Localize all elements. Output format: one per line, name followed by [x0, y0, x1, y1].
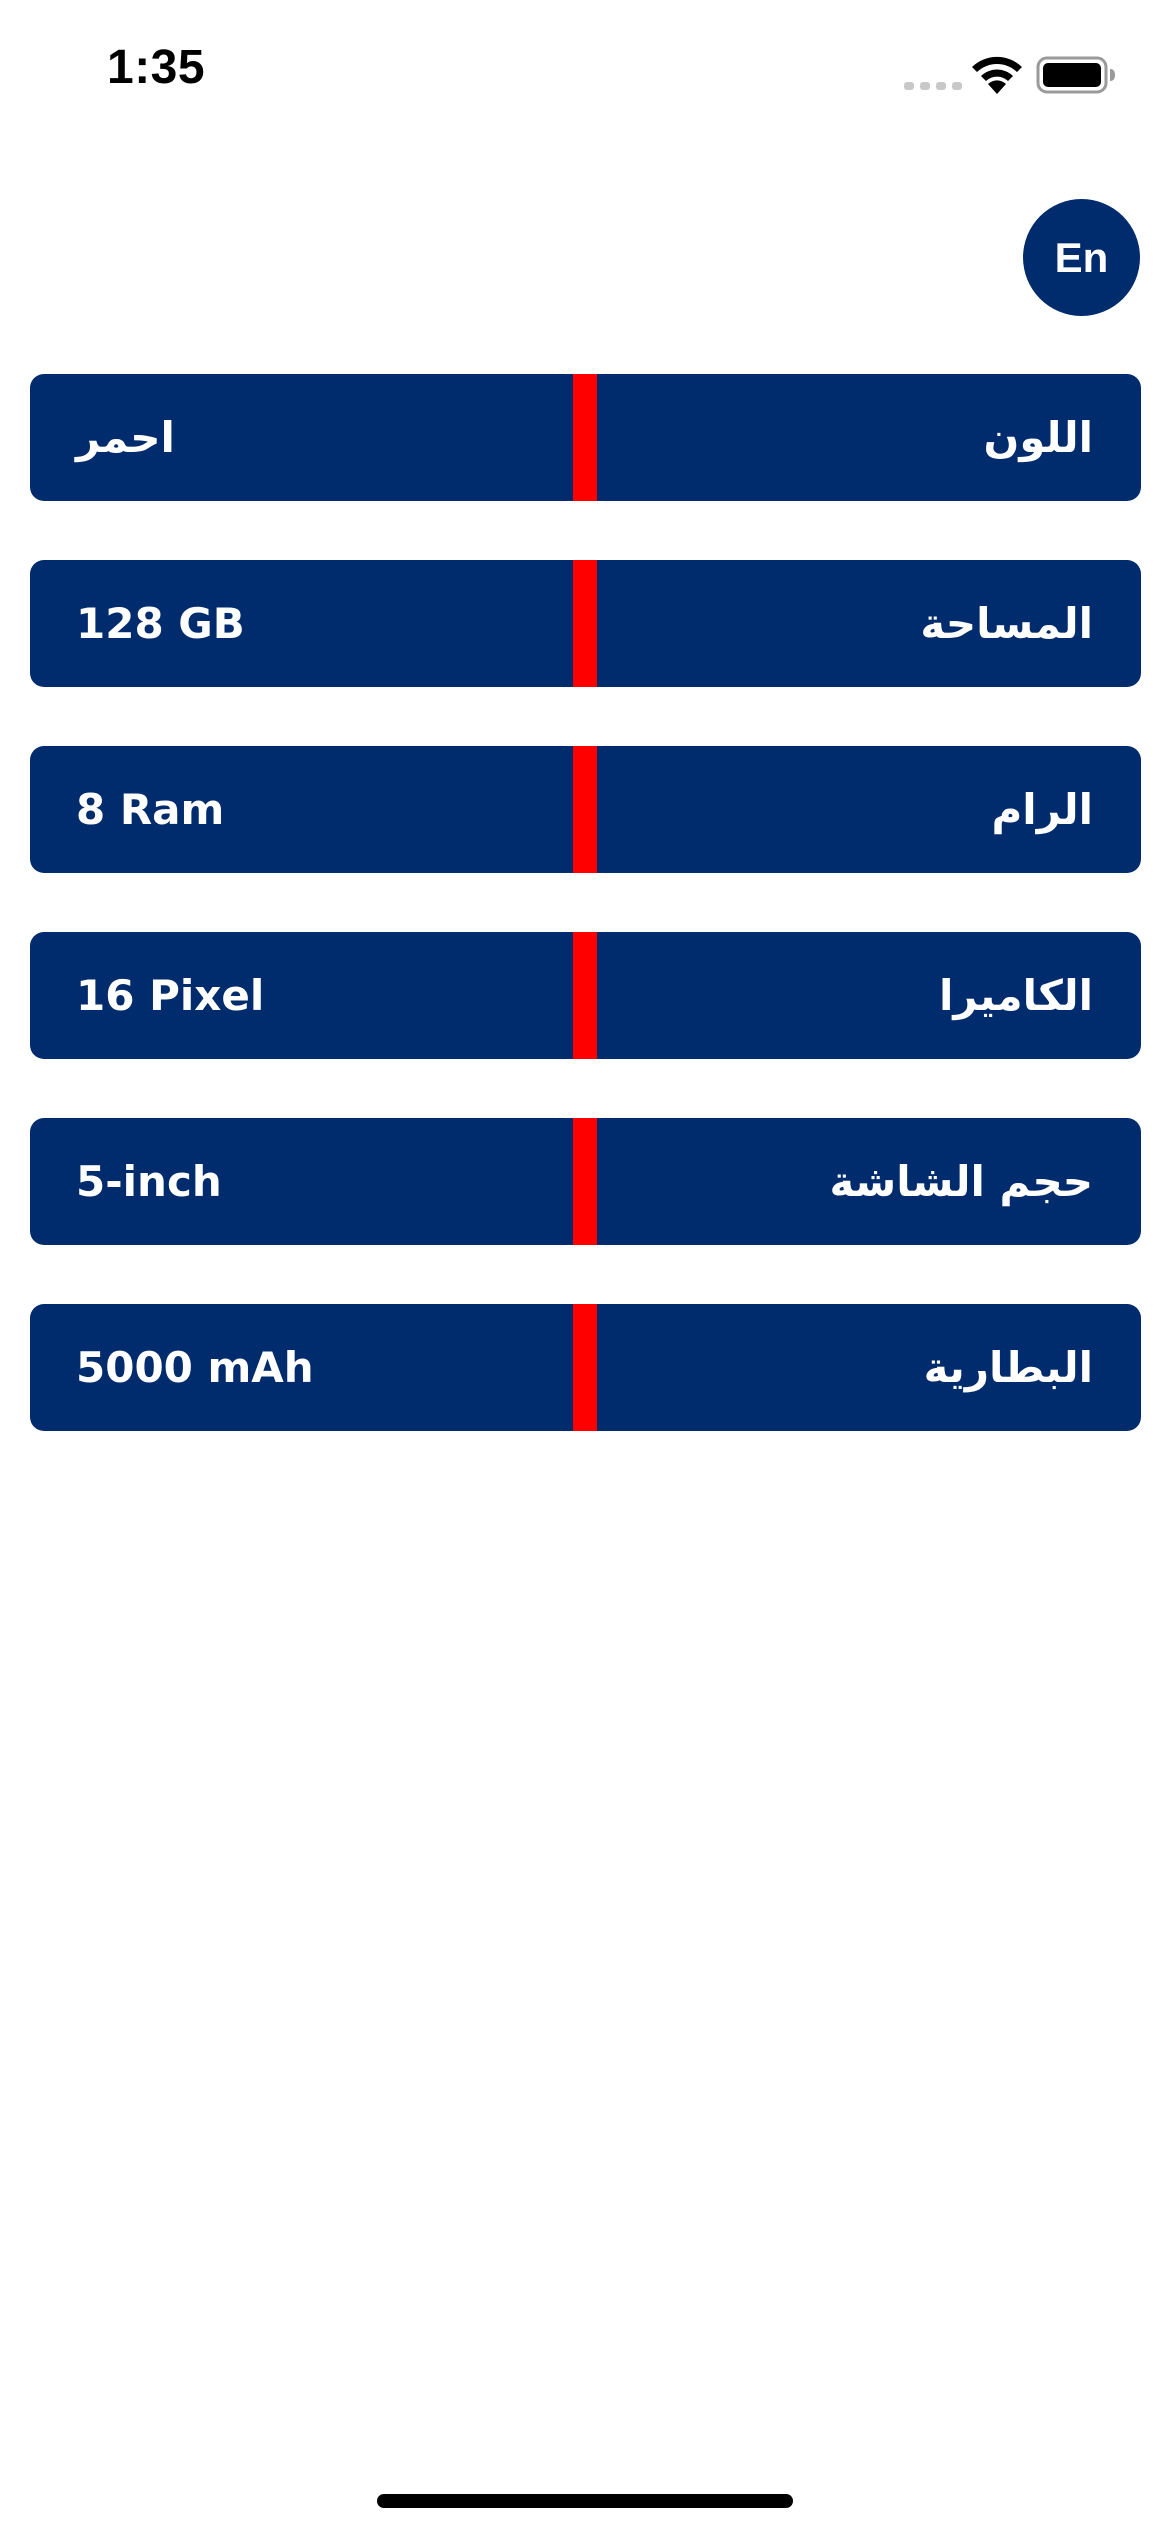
spec-divider: [573, 1304, 597, 1431]
wifi-icon: [968, 54, 1026, 94]
spec-divider: [573, 560, 597, 687]
battery-icon: [1036, 56, 1116, 94]
spec-label: الرام: [991, 785, 1093, 834]
spec-label: حجم الشاشة: [829, 1157, 1093, 1206]
spec-divider: [573, 932, 597, 1059]
spec-value: 128 GB: [76, 599, 245, 648]
spec-divider: [573, 1118, 597, 1245]
spec-divider: [573, 374, 597, 501]
language-toggle-button[interactable]: En: [1023, 199, 1140, 316]
cellular-signal-icon: [904, 80, 962, 92]
spec-label: المساحة: [920, 599, 1093, 648]
spec-divider: [573, 746, 597, 873]
spec-row-battery: [30, 1304, 1141, 1431]
spec-row-screen-size: [30, 1118, 1141, 1245]
spec-list: [30, 374, 1141, 1490]
spec-value: 8 Ram: [76, 785, 225, 834]
spec-row-storage: [30, 560, 1141, 687]
spec-value: 5000 mAh: [76, 1343, 314, 1392]
spec-label: البطارية: [923, 1343, 1093, 1392]
home-indicator[interactable]: [377, 2494, 793, 2508]
spec-label: الكاميرا: [938, 971, 1093, 1020]
spec-row-color: [30, 374, 1141, 501]
spec-value: 5-inch: [76, 1157, 222, 1206]
spec-value: 16 Pixel: [76, 971, 265, 1020]
status-time: 1:35: [107, 41, 206, 94]
spec-row-camera: [30, 932, 1141, 1059]
status-bar: [0, 0, 1170, 150]
spec-row-ram: [30, 746, 1141, 873]
spec-label: اللون: [983, 413, 1093, 462]
spec-value: احمر: [76, 413, 175, 462]
